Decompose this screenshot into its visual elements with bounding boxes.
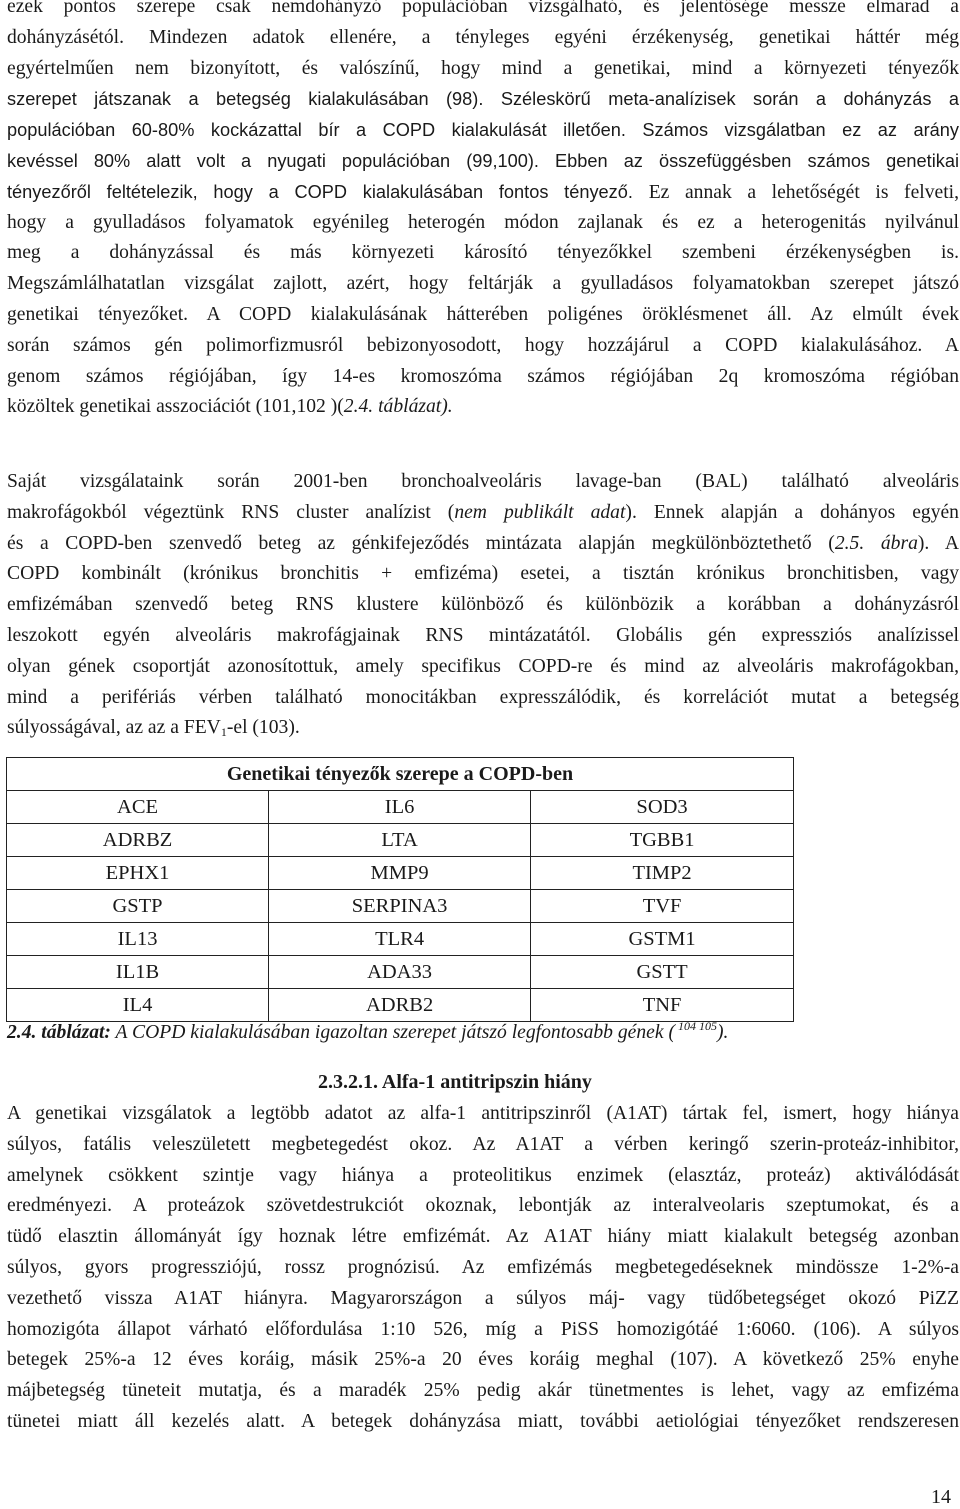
text-segment: kevéssel 80% alatt volt a nyugati populációban (99,100). Ebben az összefüggésben számos genetikai <box>7 150 959 171</box>
text-line <box>7 1345 959 1376</box>
text-line <box>7 392 959 423</box>
text-segment: COPD kombinált (krónikus bronchitis + emfizéma) esetei, a tisztán krónikus bronchitisben, vagy <box>7 563 959 585</box>
gene-cell: MMP9 <box>269 857 531 890</box>
text-segment: emfizémában szenvedő beteg RNS klustere különböző és különbözik a korábban a dohányzásról <box>7 594 959 616</box>
paragraph-own-studies <box>7 467 959 744</box>
text-segment: súlyos, fatális veleszületett megbetegedést okoz. Az A1AT a vérben keringő szerin-proteáz-inhibitor, <box>7 1133 959 1155</box>
text-segment: 2.4. táblázat). <box>343 396 453 418</box>
text-segment: betegek 25%-a 12 éves koráig, másik 25%-a 20 éves koráig meghal (107). A következő 25% enyhe <box>7 1349 959 1371</box>
gene-cell: TIMP2 <box>531 857 794 890</box>
text-segment: ezek pontos szerepe csak nemdohányzó populációban vizsgálható, és jelentősége messze elmarad a <box>7 0 959 17</box>
caption-end: ). <box>716 1022 729 1043</box>
table-row <box>7 791 794 824</box>
gene-cell: ADRB2 <box>269 989 531 1022</box>
gene-table-title: Genetikai tényezők szerepe a COPD-ben <box>7 758 794 791</box>
table-row <box>7 923 794 956</box>
text-line <box>7 146 959 177</box>
text-segment: Megszámlálhatatlan vizsgálat zajlott, azért, hogy feltárják a gyulladásos folyamatokban szerepet játszó <box>7 273 959 295</box>
text-segment: tényezőről feltételezik, hogy a COPD kialakulásában fontos tényező. <box>7 181 649 202</box>
text-line <box>7 590 959 621</box>
table-row <box>7 857 794 890</box>
gene-cell: SERPINA3 <box>269 890 531 923</box>
text-segment: hogy a gyulladásos folyamatok egyénileg heterogén módon zajlanak és ez a heterogenitás nyilvánul <box>7 211 959 233</box>
caption-text: A COPD kialakulásában igazoltan szerepet játszó legfontosabb gének ( <box>110 1022 675 1043</box>
caption-label: 2.4. táblázat: <box>7 1022 111 1043</box>
text-line <box>7 559 959 590</box>
text-line <box>7 238 959 269</box>
gene-cell: SOD3 <box>531 791 794 824</box>
text-segment: közöltek genetikai asszociációt (101,102 )( <box>7 396 344 418</box>
text-segment: olyan gének csoportját azonosítottuk, amely specifikus COPD-re és mind az alveoláris makrofágokban, <box>7 655 959 677</box>
gene-cell: IL4 <box>7 989 269 1022</box>
gene-cell: TNF <box>531 989 794 1022</box>
text-segment: és a COPD-ben szenvedő beteg az génkifejeződés mintázata alapján megkülönböztethető ( <box>7 532 835 554</box>
text-line <box>7 115 959 146</box>
text-segment: leszokott egyén alveoláris makrofágjainak RNS mintázatától. Globális gén expressziós analízissel <box>7 624 959 646</box>
text-segment: 2.5. ábra <box>834 532 918 554</box>
text-line <box>7 1253 959 1284</box>
text-segment: -el (103). <box>226 717 300 739</box>
text-segment: eredményezi. A proteázok szövetdestrukciót okoznak, lebontják az interalveolaris szeptumokat, és a <box>7 1195 959 1217</box>
text-line <box>7 1130 959 1161</box>
text-line <box>7 0 959 23</box>
text-segment: Ez annak a lehetőségét is felveti, <box>648 181 959 203</box>
text-segment: makrofágokból végeztünk RNS cluster analízist ( <box>7 501 455 523</box>
gene-cell: IL13 <box>7 923 269 956</box>
text-segment: Széleskörű meta-analízisek során a dohányzás a <box>500 89 959 110</box>
text-segment: nem publikált adat <box>454 501 626 523</box>
text-line <box>7 621 959 652</box>
table-row <box>7 956 794 989</box>
gene-cell: ACE <box>7 791 269 824</box>
paragraph-a1at <box>7 1099 959 1438</box>
text-segment: vezethető vissza A1AT hiányra. Magyarországon a súlyos máj- vagy tüdőbetegséget okozó PiZZ <box>7 1287 959 1309</box>
text-segment: A genetikai vizsgálatok a legtöbb adatot az alfa-1 antitripszinről (A1AT) tártak fel, ismert, hogy hiánya <box>7 1103 959 1124</box>
text-line <box>7 498 959 529</box>
table-caption <box>7 1019 729 1044</box>
text-line <box>7 1284 959 1315</box>
page-number: 14 <box>931 1486 951 1508</box>
text-segment: homozigóta állapot várható előfordulása 1:10 526, míg a PiSS homozigótáé 1:6060. (106). A súlyos <box>7 1318 959 1340</box>
text-line <box>7 713 959 744</box>
caption-refs: 104 105 <box>674 1019 717 1033</box>
text-line <box>7 362 959 393</box>
section-heading: 2.3.2.1. Alfa-1 antitripszin hiány <box>318 1071 592 1093</box>
table-row <box>7 989 794 1022</box>
text-segment: genetikai tényezőket. A COPD kialakulásának hátterében poligénes öröklésmenet áll. Az elmúlt évek <box>7 303 959 325</box>
text-segment: szerepet játszanak a betegség kialakulásában (98). <box>7 89 501 110</box>
gene-cell: IL1B <box>7 956 269 989</box>
text-segment: amelynek csökkent szintje vagy hiánya a proteolitikus enzimek (elasztáz, proteáz) aktiválódását <box>7 1164 959 1186</box>
gene-table <box>6 757 794 1022</box>
text-line <box>7 1191 959 1222</box>
gene-cell: TGBB1 <box>531 824 794 857</box>
text-segment: májbetegség tüneteit mutatja, és a maradék 25% pedig akár tünetmentes is lehet, vagy az emfizéma <box>7 1380 959 1402</box>
gene-cell: IL6 <box>269 791 531 824</box>
gene-cell: ADA33 <box>269 956 531 989</box>
text-line <box>7 269 959 300</box>
text-line <box>7 23 959 54</box>
text-line <box>7 1222 959 1253</box>
text-segment: mind a perifériás vérben található monocitákban expresszálódik, és korrelációt mutat a betegség <box>7 686 959 708</box>
text-segment: tünetei miatt áll kezelés alatt. A betegek dohányzása miatt, további aetiológiai tényezőket rendszeresen <box>7 1410 959 1432</box>
text-segment: tüdő elasztin állományát így hoznak létre emfizémát. Az A1AT hiány miatt kialakult betegség azonban <box>7 1226 959 1248</box>
gene-cell: LTA <box>269 824 531 857</box>
text-line <box>7 1315 959 1346</box>
text-line <box>7 1376 959 1407</box>
text-line <box>7 683 959 714</box>
text-segment: ). A <box>917 532 959 554</box>
text-line <box>7 467 959 498</box>
text-segment: során számos gén polimorfizmusról bebizonyosodott, hogy hozzájárul a COPD kialakulásához. A <box>7 334 959 356</box>
text-line <box>7 300 959 331</box>
text-segment: meg a dohányzással és más környezeti károsító tényezőkkel szembeni érzékenységben is. <box>7 242 959 264</box>
gene-cell: GSTM1 <box>531 923 794 956</box>
table-row <box>7 824 794 857</box>
text-line <box>7 529 959 560</box>
paragraph-genetics-intro <box>7 0 959 423</box>
text-line <box>7 1161 959 1192</box>
text-line <box>7 652 959 683</box>
text-segment: Saját vizsgálataink során 2001-ben bronchoalveoláris lavage-ban (BAL) található alveoláris <box>7 471 959 492</box>
text-line <box>7 177 959 208</box>
text-line <box>7 1407 959 1438</box>
text-line <box>7 331 959 362</box>
text-segment: genom számos régiójában, így 14-es kromoszóma számos régiójában 2q kromoszóma régióban <box>7 365 959 387</box>
gene-cell: ADRBZ <box>7 824 269 857</box>
text-line <box>7 208 959 239</box>
table-row <box>7 890 794 923</box>
text-segment: súlyosságával, az az a FEV <box>7 717 221 739</box>
gene-cell: TLR4 <box>269 923 531 956</box>
text-segment: dohányzásétól. Mindezen adatok ellenére, a tényleges egyéni érzékenység, genetikai háttér még <box>7 26 959 48</box>
text-line <box>7 1099 959 1130</box>
gene-cell: GSTP <box>7 890 269 923</box>
text-line <box>7 54 959 85</box>
gene-cell: EPHX1 <box>7 857 269 890</box>
text-segment: 1 <box>220 725 227 740</box>
text-segment: egyértelműen nem bizonyított, és valószínű, hogy mind a genetikai, mind a környezeti tényezők <box>7 57 959 79</box>
gene-cell: GSTT <box>531 956 794 989</box>
text-segment: populációban 60-80% kockázattal bír a COPD kialakulását illetően. Számos vizsgálatban ez az arány <box>7 120 959 141</box>
gene-cell: TVF <box>531 890 794 923</box>
text-segment: ). Ennek alapján a dohányos egyén <box>625 501 959 523</box>
text-segment: súlyos, gyors progressziójú, rossz prognózisú. Az emfizémás megbetegedéseknek mindössze 1-2%-a <box>7 1256 959 1278</box>
text-line <box>7 84 959 115</box>
